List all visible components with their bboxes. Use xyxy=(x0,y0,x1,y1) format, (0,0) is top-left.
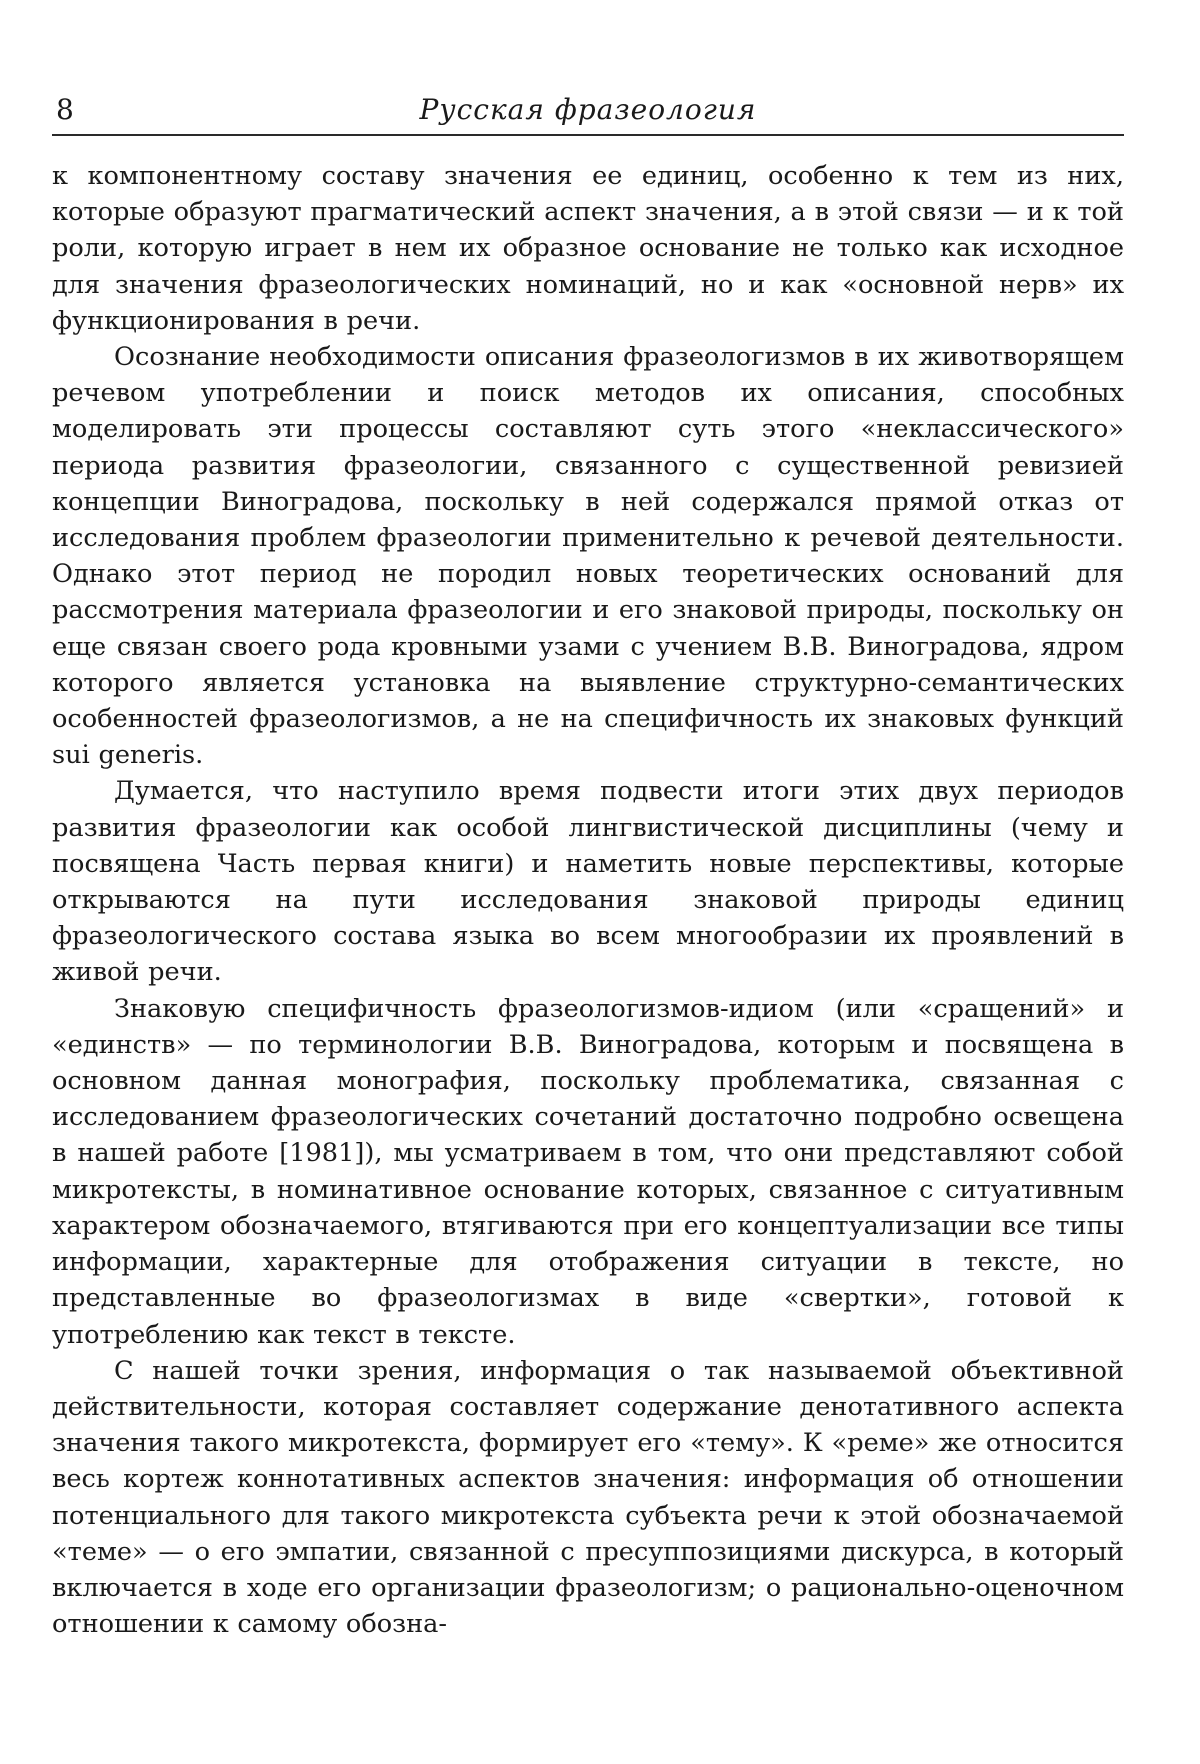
page-header xyxy=(52,92,1124,136)
paragraph-1: к компонентному составу значения ее единиц, особенно к тем из них, которые образуют прагматический аспект значения, а в этой связи — и к той роли, которую играет в нем их образное основание не только как исходное для значения фразеологических номинаций, но и как «основной нерв» их функционирования в речи. xyxy=(52,161,1124,336)
paragraph-3: Думается, что наступило время подвести итоги этих двух периодов развития фразеологии как особой лингвистической дисциплины (чему и посвящена Часть первая книги) и наметить новые перспективы, которые открываются на пути исследования знаковой природы единиц фразеологического состава языка во всем многообразии их проявлений в живой речи. xyxy=(52,776,1124,988)
running-title: Русская фразеология xyxy=(419,93,757,126)
book-page xyxy=(52,92,1124,1642)
body-text xyxy=(52,158,1124,1642)
paragraph-5: С нашей точки зрения, информация о так называемой объективной действительности, которая составляет содержание денотативного аспекта значения такого микротекста, формирует его «тему». К «реме» же относится весь кортеж коннотативных аспектов значения: информация об отношении потенциального для такого микротекста субъекта речи к этой обозначаемой «теме» — о его эмпатии, связанной с пресуппозициями дискурса, в который включается в ходе его организации фразеологизм; о рационально-оценочном отношении к самому обозна- xyxy=(52,1355,1124,1640)
page-number: 8 xyxy=(56,93,74,126)
paragraph-4: Знаковую специфичность фразеологизмов-идиом (или «сращений» и «единств» — по терминологии В.В. Виноградова, которым и посвящена в основном данная монография, поскольку проблематика, связанная с исследованием фразеологических сочетаний достаточно подробно освещена в нашей работе [1981]), мы усматриваем в том, что они представляют собой микротексты, в номинативное основание которых, связанное с ситуативным характером обозначаемого, втягиваются при его концептуализации все типы информации, характерные для отображения ситуации в тексте, но представленные во фразеологизмах в виде «свертки», готовой к употреблению как текст в тексте. xyxy=(52,993,1124,1350)
paragraph-2: Осознание необходимости описания фразеологизмов в их животворящем речевом употреблении и поиск методов их описания, способных моделировать эти процессы составляют суть этого «неклассического» периода развития фразеологии, связанного с существенной ревизией концепции Виноградова, поскольку в ней содержался прямой отказ от исследования проблем фразеологии применительно к речевой деятельности. Однако этот период не породил новых теоретических оснований для рассмотрения материала фразеологии и его знаковой природы, поскольку он еще связан своего рода кровными узами с учением В.В. Виноградова, ядром которого является установка на выявление структурно-семантических особенностей фразеологизмов, а не на специфичность их знаковых функций sui generis. xyxy=(52,342,1124,771)
